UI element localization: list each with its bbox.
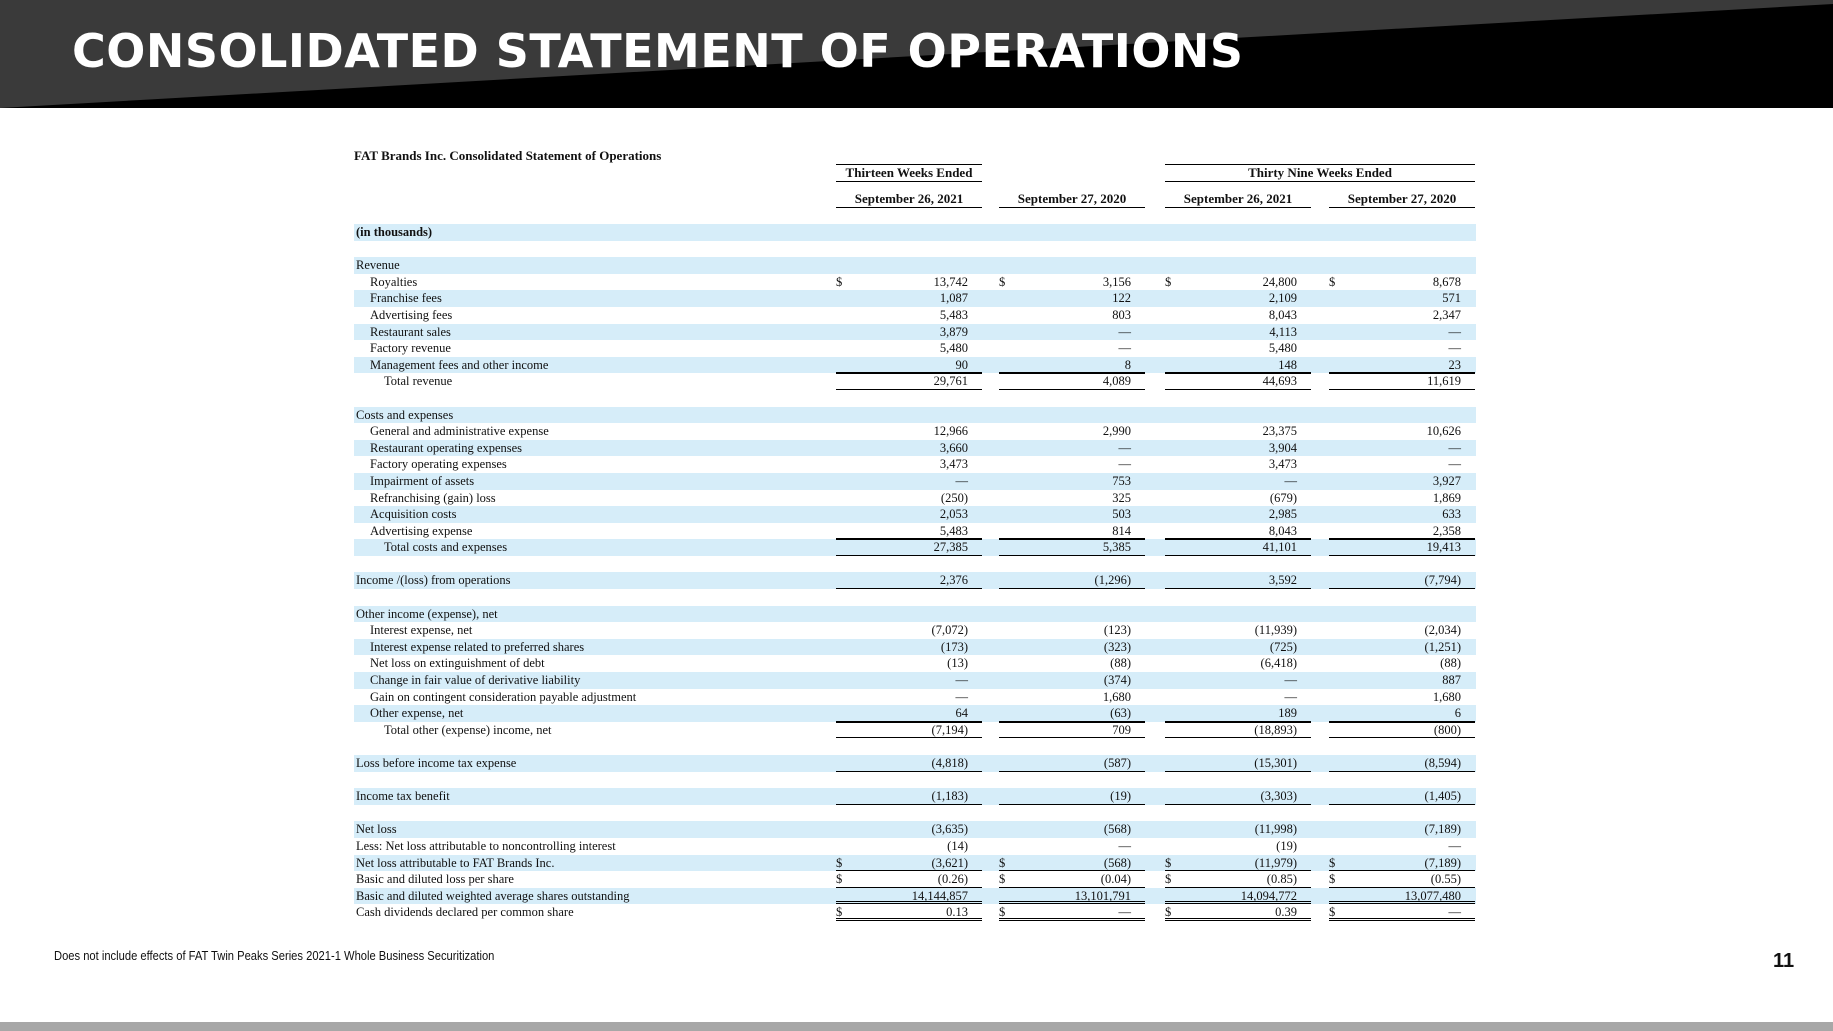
row-label: Restaurant operating expenses bbox=[370, 440, 523, 455]
cell-value: 1,087 bbox=[939, 291, 968, 306]
cell-value: 2,376 bbox=[939, 573, 968, 588]
currency-symbol: $ bbox=[1329, 855, 1336, 870]
cell-value: (7,072) bbox=[931, 623, 968, 638]
cell-value: — bbox=[1448, 440, 1461, 455]
cell-value: (88) bbox=[1110, 656, 1131, 671]
cell-rule bbox=[836, 904, 982, 921]
table-row bbox=[354, 655, 1476, 672]
cell-value: 1,680 bbox=[1432, 689, 1461, 704]
cell-value: — bbox=[1448, 838, 1461, 853]
row-label: Total costs and expenses bbox=[384, 540, 508, 555]
cell-value: (374) bbox=[1103, 673, 1131, 688]
cell-value: 3,592 bbox=[1268, 573, 1297, 588]
table-row bbox=[354, 506, 1476, 523]
cell-rule bbox=[1329, 539, 1475, 556]
row-label: Net loss on extinguishment of debt bbox=[370, 656, 545, 671]
currency-symbol: $ bbox=[999, 855, 1006, 870]
cell-value: 5,385 bbox=[1102, 540, 1131, 555]
cell-value: 11,619 bbox=[1427, 374, 1461, 389]
cell-value: 27,385 bbox=[933, 540, 968, 555]
cell-rule bbox=[836, 539, 982, 556]
cell-rule bbox=[1165, 888, 1311, 905]
cell-rule bbox=[999, 373, 1145, 390]
cell-rule bbox=[836, 871, 982, 888]
cell-value: — bbox=[1118, 838, 1131, 853]
cell-value: (0.04) bbox=[1100, 872, 1131, 887]
cell-value: (6,418) bbox=[1260, 656, 1297, 671]
cell-value: 44,693 bbox=[1262, 374, 1297, 389]
table-row bbox=[354, 904, 1476, 921]
cell-value: 5,483 bbox=[939, 307, 968, 322]
spacer-row bbox=[354, 805, 1476, 822]
cell-value: 2,347 bbox=[1432, 307, 1461, 322]
cell-value: 814 bbox=[1112, 523, 1131, 538]
row-label: Cash dividends declared per common share bbox=[356, 905, 574, 920]
table-row bbox=[354, 257, 1476, 274]
cell-value: 2,109 bbox=[1268, 291, 1297, 306]
cell-value: 325 bbox=[1112, 490, 1131, 505]
row-label: Total revenue bbox=[384, 374, 453, 389]
group-header-thirteen-weeks: Thirteen Weeks Ended bbox=[836, 164, 982, 182]
cell-value: 2,053 bbox=[939, 507, 968, 522]
row-label: Advertising fees bbox=[370, 307, 453, 322]
cell-value: 887 bbox=[1442, 673, 1461, 688]
table-row bbox=[354, 871, 1476, 888]
table-row bbox=[354, 440, 1476, 457]
currency-symbol: $ bbox=[836, 855, 843, 870]
cell-value: (19) bbox=[1276, 838, 1297, 853]
table-row bbox=[354, 705, 1476, 722]
cell-rule bbox=[1165, 357, 1311, 374]
cell-value: (3,621) bbox=[931, 855, 968, 870]
table-row bbox=[354, 606, 1476, 623]
currency-symbol: $ bbox=[1329, 905, 1336, 920]
cell-value: (11,979) bbox=[1254, 855, 1297, 870]
cell-value: (3,303) bbox=[1260, 789, 1297, 804]
cell-rule bbox=[1329, 357, 1475, 374]
cell-value: 13,742 bbox=[933, 274, 968, 289]
cell-value: (568) bbox=[1103, 855, 1131, 870]
cell-rule bbox=[999, 888, 1145, 905]
cell-value: 2,990 bbox=[1102, 424, 1131, 439]
cell-value: (11,939) bbox=[1254, 623, 1297, 638]
cell-value: 8 bbox=[1124, 357, 1131, 372]
cell-value: 3,473 bbox=[1268, 457, 1297, 472]
cell-rule bbox=[836, 855, 982, 872]
cell-rule bbox=[1329, 705, 1475, 722]
row-label: Interest expense related to preferred shares bbox=[370, 639, 585, 654]
spacer-row bbox=[354, 772, 1476, 789]
cell-value: 41,101 bbox=[1262, 540, 1297, 555]
row-label: Factory operating expenses bbox=[370, 457, 507, 472]
currency-symbol: $ bbox=[1165, 872, 1172, 887]
currency-symbol: $ bbox=[1165, 855, 1172, 870]
cell-value: 3,879 bbox=[939, 324, 968, 339]
cell-value: (63) bbox=[1110, 706, 1131, 721]
spacer-row bbox=[354, 556, 1476, 573]
currency-symbol: $ bbox=[999, 274, 1006, 289]
row-label: Costs and expenses bbox=[356, 407, 454, 422]
cell-value: (0.26) bbox=[937, 872, 968, 887]
footnote: Does not include effects of FAT Twin Peaks Series 2021-1 Whole Business Securitization bbox=[54, 948, 495, 963]
row-label: Refranchising (gain) loss bbox=[370, 490, 496, 505]
cell-value: (11,998) bbox=[1254, 822, 1297, 837]
table-row bbox=[354, 788, 1476, 805]
table-row bbox=[354, 722, 1476, 739]
cell-value: 14,144,857 bbox=[911, 888, 968, 903]
column-header-39w-2021: September 26, 2021 bbox=[1165, 191, 1311, 208]
cell-rule bbox=[836, 705, 982, 722]
currency-symbol: $ bbox=[1329, 872, 1336, 887]
cell-value: 1,869 bbox=[1432, 490, 1461, 505]
cell-value: 13,101,791 bbox=[1074, 888, 1131, 903]
page-title: CONSOLIDATED STATEMENT OF OPERATIONS bbox=[72, 24, 1244, 78]
cell-rule bbox=[1165, 705, 1311, 722]
cell-rule bbox=[1165, 523, 1311, 540]
cell-rule bbox=[1165, 373, 1311, 390]
currency-symbol: $ bbox=[1165, 274, 1172, 289]
cell-rule bbox=[999, 855, 1145, 872]
row-label: Total other (expense) income, net bbox=[384, 722, 552, 737]
spacer-row bbox=[354, 241, 1476, 258]
cell-value: 503 bbox=[1112, 507, 1131, 522]
cell-value: 6 bbox=[1454, 706, 1461, 721]
spacer-row bbox=[354, 589, 1476, 606]
cell-value: (323) bbox=[1103, 639, 1131, 654]
cell-value: 148 bbox=[1278, 357, 1297, 372]
cell-value: — bbox=[955, 689, 968, 704]
cell-value: — bbox=[1118, 905, 1131, 920]
cell-value: 0.13 bbox=[946, 905, 968, 920]
row-label: Interest expense, net bbox=[370, 623, 473, 638]
cell-rule bbox=[836, 888, 982, 905]
column-header-39w-2020: September 27, 2020 bbox=[1329, 191, 1475, 208]
row-label: Advertising expense bbox=[370, 523, 473, 538]
cell-value: (2,034) bbox=[1424, 623, 1461, 638]
cell-value: — bbox=[1118, 440, 1131, 455]
cell-value: 633 bbox=[1442, 507, 1461, 522]
cell-rule bbox=[1165, 539, 1311, 556]
cell-rule bbox=[1329, 572, 1475, 589]
currency-symbol: $ bbox=[836, 905, 843, 920]
cell-value: — bbox=[1284, 689, 1297, 704]
table-row bbox=[354, 407, 1476, 424]
cell-value: — bbox=[1118, 341, 1131, 356]
cell-value: — bbox=[1118, 324, 1131, 339]
cell-value: (587) bbox=[1103, 756, 1131, 770]
table-row bbox=[354, 821, 1476, 838]
cell-rule bbox=[1329, 373, 1475, 390]
cell-rule bbox=[1329, 722, 1475, 739]
row-label: Other expense, net bbox=[370, 706, 464, 721]
currency-symbol: $ bbox=[836, 274, 843, 289]
cell-rule bbox=[836, 523, 982, 540]
cell-value: (0.55) bbox=[1430, 872, 1461, 887]
cell-value: — bbox=[1448, 905, 1461, 920]
cell-value: (250) bbox=[940, 490, 968, 505]
cell-rule bbox=[836, 373, 982, 390]
currency-symbol: $ bbox=[1329, 274, 1336, 289]
cell-value: (800) bbox=[1433, 722, 1461, 737]
table-row bbox=[354, 324, 1476, 341]
cell-value: (7,194) bbox=[931, 722, 968, 737]
cell-value: 5,480 bbox=[1268, 341, 1297, 356]
column-header-13w-2021: September 26, 2021 bbox=[836, 191, 982, 208]
cell-rule bbox=[1329, 755, 1475, 772]
cell-rule bbox=[1329, 904, 1475, 921]
row-label: Royalties bbox=[370, 274, 418, 289]
cell-value: 8,678 bbox=[1432, 274, 1461, 289]
row-label: General and administrative expense bbox=[370, 424, 549, 439]
cell-value: 4,113 bbox=[1269, 324, 1297, 339]
cell-value: (7,794) bbox=[1424, 573, 1461, 588]
row-label: Less: Net loss attributable to noncontrolling interest bbox=[356, 838, 616, 853]
table-row bbox=[354, 423, 1476, 440]
cell-value: 3,473 bbox=[939, 457, 968, 472]
table-row bbox=[354, 539, 1476, 556]
row-label: Basic and diluted weighted average shares outstanding bbox=[356, 888, 630, 903]
cell-value: 13,077,480 bbox=[1404, 888, 1461, 903]
table-row bbox=[354, 639, 1476, 656]
currency-symbol: $ bbox=[999, 905, 1006, 920]
row-label: Net loss bbox=[356, 822, 397, 837]
cell-value: 2,985 bbox=[1268, 507, 1297, 522]
row-label: Income tax benefit bbox=[356, 789, 450, 804]
cell-value: (725) bbox=[1269, 639, 1297, 654]
statement-table bbox=[354, 224, 1476, 921]
cell-value: — bbox=[1118, 457, 1131, 472]
cell-value: — bbox=[955, 473, 968, 488]
cell-value: (3,635) bbox=[931, 822, 968, 837]
cell-value: 14,094,772 bbox=[1240, 888, 1297, 903]
cell-value: 19,413 bbox=[1426, 540, 1461, 555]
cell-value: 8,043 bbox=[1268, 307, 1297, 322]
cell-value: 122 bbox=[1112, 291, 1131, 306]
cell-rule bbox=[1329, 788, 1475, 805]
cell-value: 1,680 bbox=[1102, 689, 1131, 704]
cell-value: — bbox=[1284, 473, 1297, 488]
cell-value: — bbox=[1448, 457, 1461, 472]
cell-rule bbox=[999, 572, 1145, 589]
table-row bbox=[354, 373, 1476, 390]
bottom-bar bbox=[0, 1022, 1833, 1031]
table-row bbox=[354, 490, 1476, 507]
cell-value: 3,660 bbox=[939, 440, 968, 455]
cell-rule bbox=[1329, 523, 1475, 540]
cell-value: 12,966 bbox=[933, 424, 968, 439]
table-row bbox=[354, 672, 1476, 689]
cell-value: (14) bbox=[947, 838, 968, 853]
table-row bbox=[354, 572, 1476, 589]
spacer-row bbox=[354, 738, 1476, 755]
cell-value: (15,301) bbox=[1254, 756, 1297, 770]
cell-rule bbox=[999, 523, 1145, 540]
row-label: Impairment of assets bbox=[370, 473, 475, 488]
table-row bbox=[354, 357, 1476, 374]
row-label: Restaurant sales bbox=[370, 324, 451, 339]
cell-value: 3,156 bbox=[1102, 274, 1131, 289]
row-label: Franchise fees bbox=[370, 291, 442, 306]
row-label: Net loss attributable to FAT Brands Inc. bbox=[356, 855, 555, 870]
cell-value: 189 bbox=[1278, 706, 1297, 721]
table-row bbox=[354, 274, 1476, 291]
cell-rule bbox=[1165, 904, 1311, 921]
currency-symbol: $ bbox=[999, 872, 1006, 887]
cell-value: 8,043 bbox=[1268, 523, 1297, 538]
cell-rule bbox=[1165, 788, 1311, 805]
cell-rule bbox=[999, 357, 1145, 374]
group-header-thirty-nine-weeks: Thirty Nine Weeks Ended bbox=[1165, 164, 1475, 182]
cell-value: (18,893) bbox=[1254, 722, 1297, 737]
table-row bbox=[354, 340, 1476, 357]
cell-value: (1,296) bbox=[1094, 573, 1131, 588]
cell-rule bbox=[999, 788, 1145, 805]
cell-value: 753 bbox=[1112, 473, 1131, 488]
cell-value: (123) bbox=[1103, 623, 1131, 638]
table-row bbox=[354, 290, 1476, 307]
currency-symbol: $ bbox=[836, 872, 843, 887]
cell-value: 23 bbox=[1448, 357, 1461, 372]
row-label: Loss before income tax expense bbox=[356, 756, 517, 770]
row-label: Acquisition costs bbox=[370, 507, 457, 522]
page-number: 11 bbox=[1773, 950, 1795, 972]
cell-value: 4,089 bbox=[1102, 374, 1131, 389]
spacer-row bbox=[354, 390, 1476, 407]
cell-rule bbox=[836, 572, 982, 589]
cell-value: (13) bbox=[947, 656, 968, 671]
cell-rule bbox=[1165, 855, 1311, 872]
cell-value: (19) bbox=[1110, 789, 1131, 804]
cell-value: 709 bbox=[1112, 722, 1131, 737]
cell-rule bbox=[999, 904, 1145, 921]
cell-rule bbox=[999, 755, 1145, 772]
cell-value: 10,626 bbox=[1426, 424, 1461, 439]
table-row bbox=[354, 622, 1476, 639]
cell-value: 803 bbox=[1112, 307, 1131, 322]
cell-value: 5,480 bbox=[939, 341, 968, 356]
cell-value: — bbox=[1284, 673, 1297, 688]
cell-value: (1,405) bbox=[1424, 789, 1461, 804]
cell-rule bbox=[999, 871, 1145, 888]
table-row bbox=[354, 838, 1476, 855]
cell-rule bbox=[1165, 755, 1311, 772]
currency-symbol: $ bbox=[1165, 905, 1172, 920]
table-row bbox=[354, 523, 1476, 540]
row-label: Income /(loss) from operations bbox=[356, 573, 511, 588]
cell-value: 2,358 bbox=[1432, 523, 1461, 538]
cell-rule bbox=[1329, 871, 1475, 888]
cell-value: — bbox=[1448, 324, 1461, 339]
cell-rule bbox=[1165, 871, 1311, 888]
row-label: Gain on contingent consideration payable adjustment bbox=[370, 689, 637, 704]
cell-value: (173) bbox=[940, 639, 968, 654]
table-row bbox=[354, 689, 1476, 706]
table-row bbox=[354, 855, 1476, 872]
cell-value: (7,189) bbox=[1424, 822, 1461, 837]
cell-rule bbox=[836, 357, 982, 374]
cell-rule bbox=[836, 788, 982, 805]
table-row bbox=[354, 224, 1476, 241]
row-label: Revenue bbox=[356, 258, 400, 273]
cell-rule bbox=[1165, 572, 1311, 589]
cell-value: 3,904 bbox=[1268, 440, 1297, 455]
cell-value: (88) bbox=[1440, 656, 1461, 671]
cell-rule bbox=[999, 722, 1145, 739]
cell-value: (8,594) bbox=[1424, 756, 1461, 770]
table-row bbox=[354, 888, 1476, 905]
cell-value: (679) bbox=[1269, 490, 1297, 505]
column-header-13w-2020: September 27, 2020 bbox=[999, 191, 1145, 208]
cell-rule bbox=[836, 755, 982, 772]
cell-value: 24,800 bbox=[1262, 274, 1297, 289]
row-label: Factory revenue bbox=[370, 341, 451, 356]
table-row bbox=[354, 456, 1476, 473]
cell-rule bbox=[1165, 722, 1311, 739]
cell-value: (0.85) bbox=[1266, 872, 1297, 887]
cell-value: 29,761 bbox=[933, 374, 968, 389]
cell-value: (4,818) bbox=[931, 756, 968, 770]
row-label: Change in fair value of derivative liability bbox=[370, 673, 581, 688]
cell-rule bbox=[999, 539, 1145, 556]
table-row bbox=[354, 755, 1476, 772]
row-label: Other income (expense), net bbox=[356, 606, 498, 621]
row-label: Basic and diluted loss per share bbox=[356, 872, 514, 887]
cell-value: (1,251) bbox=[1424, 639, 1461, 654]
cell-value: 5,483 bbox=[939, 523, 968, 538]
cell-value: 64 bbox=[955, 706, 968, 721]
cell-value: — bbox=[1448, 341, 1461, 356]
statement-title: FAT Brands Inc. Consolidated Statement of Operations bbox=[354, 148, 662, 163]
cell-value: (1,183) bbox=[931, 789, 968, 804]
cell-value: (7,189) bbox=[1424, 855, 1461, 870]
cell-rule bbox=[1329, 855, 1475, 872]
cell-value: 0.39 bbox=[1275, 905, 1297, 920]
cell-value: 571 bbox=[1442, 291, 1461, 306]
cell-rule bbox=[836, 722, 982, 739]
table-row bbox=[354, 307, 1476, 324]
table-row bbox=[354, 473, 1476, 490]
cell-value: 23,375 bbox=[1262, 424, 1297, 439]
cell-value: (568) bbox=[1103, 822, 1131, 837]
row-label: (in thousands) bbox=[356, 225, 433, 239]
row-label: Management fees and other income bbox=[370, 357, 549, 372]
cell-value: 90 bbox=[955, 357, 968, 372]
title-banner bbox=[0, 0, 1833, 108]
cell-rule bbox=[999, 705, 1145, 722]
cell-value: — bbox=[955, 673, 968, 688]
cell-value: 3,927 bbox=[1432, 473, 1461, 488]
cell-rule bbox=[1329, 888, 1475, 905]
